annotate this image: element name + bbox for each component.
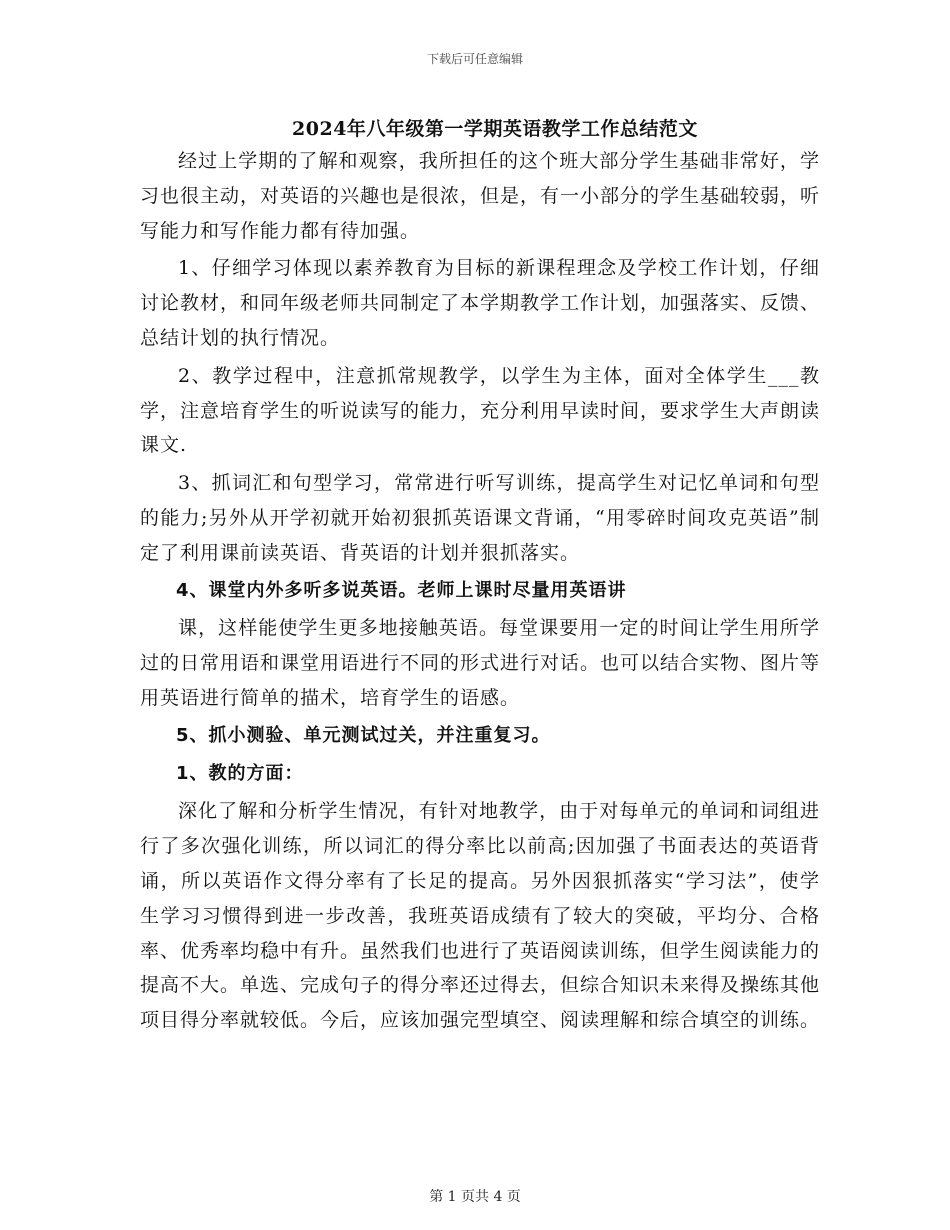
paragraph-item-4-body: 课，这样能使学生更多地接触英语。每堂课要用一定的时间让学生用所学过的日常用语和课堂用语进行不同的形式进行对话。也可以结合实物、图片等用英语进行简单的描术，培育学生的语感。 (140, 617, 821, 709)
page-header: 下载后可任意编辑 (426, 52, 523, 66)
paragraph-teaching-body: 深化了解和分析学生情况，有针对地教学，由于对每单元的单词和词组进行了多次强化训练，所以词汇的得分率比以前高;因加强了书面表达的英语背诵，所以英语作文得分率有了长足的提高。另外因狠抓落实“学习法”，使学生学习习惯得到进一步改善，我班英语成绩有了较大的突破，平均分、合格率、优秀率均稳中有升。虽然我们也进行了英语阅读训练，但学生阅读能力的提高不大。单选、完成句子的得分率还过得去，但综合知识未来得及操练其他项目得分率就较低。今后，应该加强完型填空、阅读理解和综合填空的训练。 (140, 800, 821, 1032)
page-footer: 第 1 页共 4 页 (429, 1189, 521, 1205)
paragraph-item-3: 3、抓词汇和句型学习，常常进行听写训练，提高学生对记忆单词和句型的能力;另外从开学初就开始初狠抓英语课文背诵，“用零碎时间攻克英语”制定了利用课前读英语、背英语的计划并狠抓落实。 (140, 472, 820, 564)
paragraph-item-2: 2、教学过程中，注意抓常规教学，以学生为主体，面对全体学生___教学，注意培育学生的听说读写的能力，充分利用早读时间，要求学生大声朗读课文. (140, 364, 821, 457)
paragraph-item-5-heading: 5、抓小测验、单元测试过关，并注重复习。 (176, 724, 551, 746)
section-heading-teaching: 1、教的方面： (176, 762, 304, 784)
paragraph-item-4-heading: 4、课堂内外多听多说英语。老师上课时尽量用英语讲 (176, 579, 627, 601)
paragraph-intro: 经过上学期的了解和观察，我所担任的这个班大部分学生基础非常好，学习也很主动，对英语的兴趣也是很浓，但是，有一小部分的学生基础较弱，听写能力和写作能力都有待加强。 (140, 150, 821, 242)
document-title: 2024年八年级第一学期英语教学工作总结范文 (292, 118, 698, 140)
paragraph-item-1: 1、仔细学习体现以素养教育为目标的新课程理念及学校工作计划，仔细讨论教材，和同年级老师共同制定了本学期教学工作计划，加强落实、反馈、总结计划的执行情况。 (140, 257, 821, 349)
document-body (140, 144, 820, 1041)
